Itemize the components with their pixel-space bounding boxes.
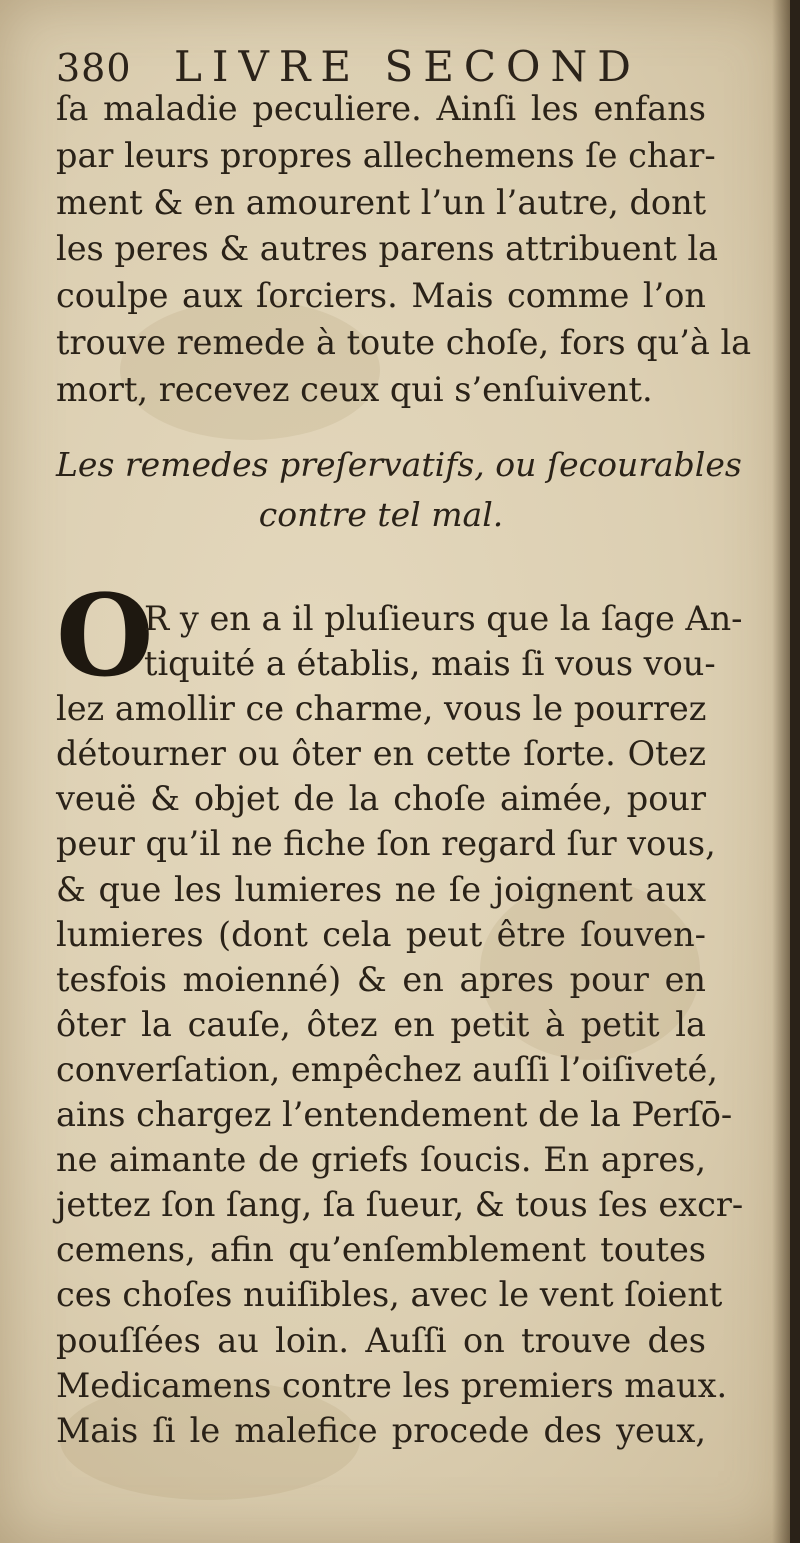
text-line: ôter la cauſe, ôtez en petit à petit la bbox=[56, 1004, 706, 1044]
text-line: les peres & autres parens attribuent la bbox=[56, 229, 719, 269]
heading-line: Les remedes preſervatifs, ou ſecourables bbox=[56, 445, 742, 484]
text-line: jettez ſon ſang, ſa ſueur, & tous ſes excr- bbox=[56, 1185, 744, 1225]
heading-line: contre tel mal. bbox=[258, 495, 504, 534]
text-line: tiquité a établis, mais ſi vous vou- bbox=[144, 644, 716, 684]
text-line: tesfois moienné) & en apres pour en bbox=[56, 959, 706, 999]
text-line: pouſſées au loin. Auſſi on trouve des bbox=[56, 1320, 706, 1360]
text-line: détourner ou ôter en cette ſorte. Otez bbox=[56, 734, 706, 774]
text-line: coulpe aux ſorciers. Mais comme l’on bbox=[56, 276, 706, 316]
running-head: LIVRE SECOND bbox=[174, 42, 641, 91]
text-line: ment & en amourent l’un l’autre, dont bbox=[56, 182, 707, 222]
text-line: par leurs propres allechemens ſe char- bbox=[56, 135, 716, 175]
text-line: & que les lumieres ne ſe joignent aux bbox=[56, 869, 706, 909]
text-line: ces choſes nuiſibles, avec le vent ſoient bbox=[56, 1275, 723, 1315]
text-line: lez amollir ce charme, vous le pourrez bbox=[56, 689, 707, 729]
text-line: ains chargez l’entendement de la Perſō- bbox=[56, 1095, 733, 1135]
text-line: cemens, afin qu’enſemblement toutes bbox=[56, 1230, 706, 1270]
section-heading bbox=[56, 440, 742, 540]
text-line: trouve remede à toute choſe, fors qu’à la bbox=[56, 322, 752, 362]
text-line: ne aimante de griefs ſoucis. En apres, bbox=[56, 1140, 706, 1180]
text-line: lumieres (dont cela peut être ſouven- bbox=[56, 914, 706, 954]
text-line: veuë & objet de la choſe aimée, pour bbox=[56, 779, 706, 819]
text-line: Medicamens contre les premiers maux. bbox=[56, 1365, 728, 1405]
paragraph-1 bbox=[56, 86, 752, 414]
page-edge-shadow bbox=[772, 0, 790, 1543]
text-line: Mais ſi le malefice procede des yeux, bbox=[56, 1410, 706, 1450]
text-line: ſa maladie peculiere. Ainſi les enfans bbox=[56, 89, 706, 128]
text-line: peur qu’il ne fiche ſon regard ſur vous, bbox=[56, 824, 716, 864]
drop-cap: O bbox=[56, 571, 154, 702]
text-line: R y en a il pluſieurs que la ſage An- bbox=[144, 599, 743, 638]
text-line: mort, recevez ceux qui s’enſuivent. bbox=[56, 369, 653, 409]
text-line: converſation, empêchez auſſi l’oiſiveté, bbox=[56, 1049, 718, 1089]
page-number: 380 bbox=[56, 46, 132, 90]
paragraph-2 bbox=[56, 596, 744, 1453]
